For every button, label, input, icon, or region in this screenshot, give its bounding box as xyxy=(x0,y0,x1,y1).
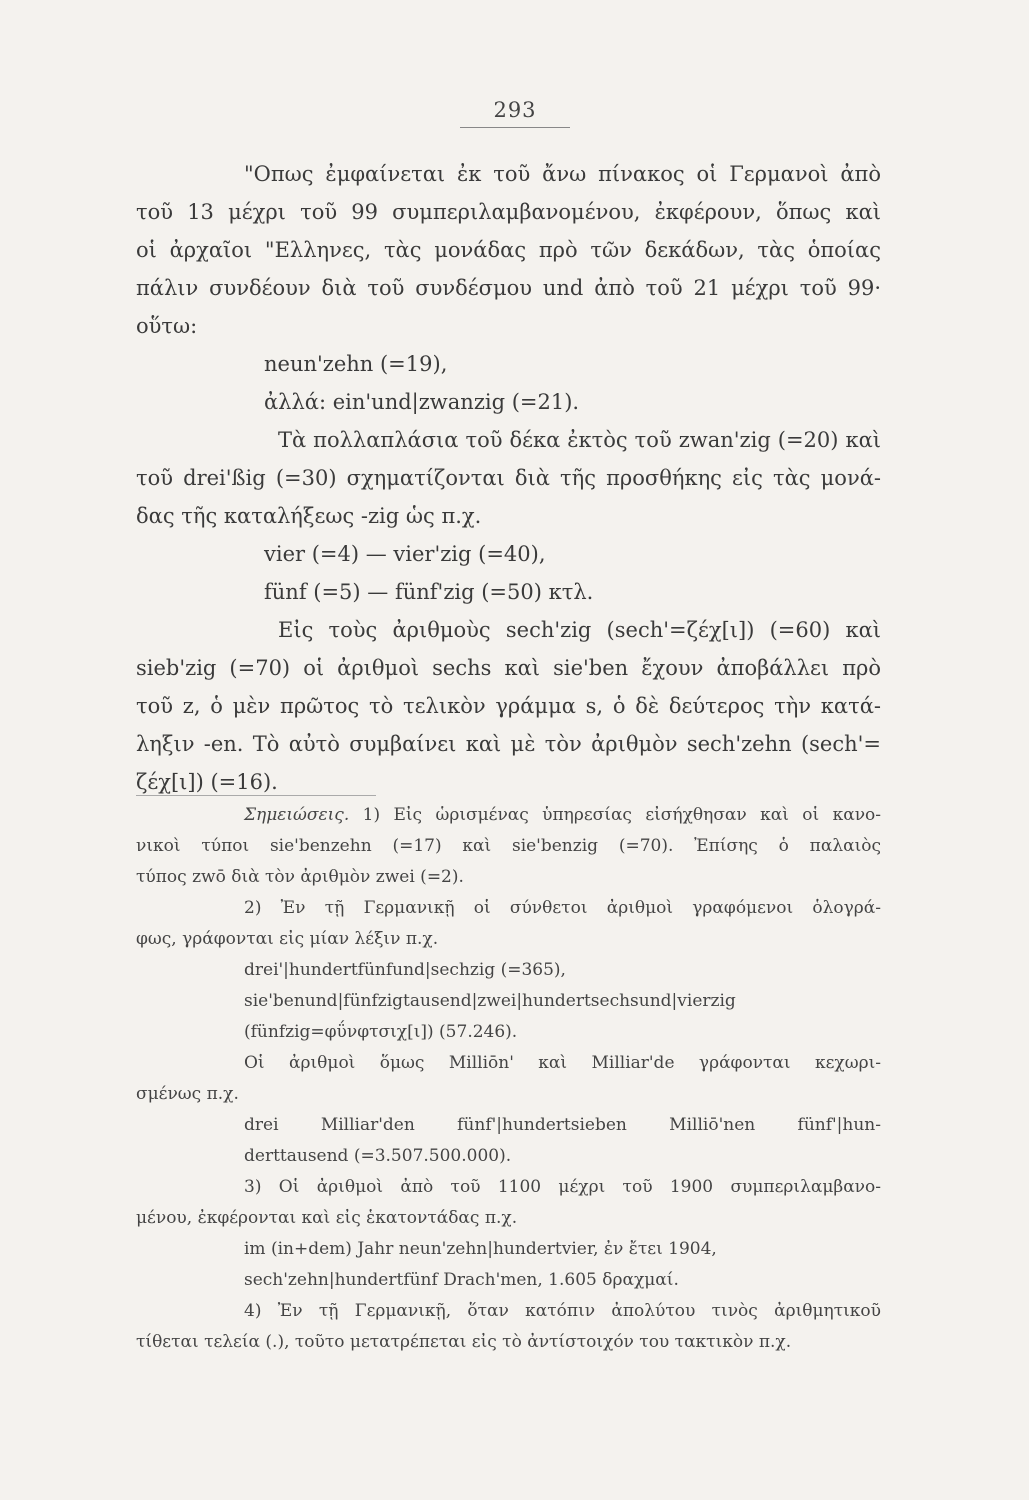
note-example-line: im (in+dem) Jahr neun'zehn|hundertvier, ἐν ἔτει 1904, xyxy=(244,1239,717,1259)
example-line: vier (=4) — vier'zig (=40), xyxy=(264,542,546,566)
note-line: Οἱ ἀριθμοὶ ὅμως Milliōn' καὶ Milliar'de γράφονται κεχωρι- xyxy=(244,1053,881,1073)
note-line: νικοὶ τύποι sie'benzehn (=17) καὶ sie'benzig (=70). Ἐπίσης ὁ παλαιὸς xyxy=(136,836,881,856)
text-line: sieb'zig (=70) οἱ ἀριθμοὶ sechs καὶ sie'ben ἔχουν ἀποβάλλει πρὸ xyxy=(136,656,881,680)
note-line: 4) Ἐν τῇ Γερμανικῇ, ὅταν κατόπιν ἀπολύτου τινὸς ἀριθμητικοῦ xyxy=(244,1301,881,1321)
notes-heading: Σημειώσεις. xyxy=(244,805,350,825)
note-line xyxy=(136,800,881,831)
text-line: ληξιν -en. Τὸ αὐτὸ συμβαίνει καὶ μὲ τὸν ἀριθμὸν sech'zehn (sech'= xyxy=(136,732,881,756)
text-line: τοῦ z, ὁ μὲν πρῶτος τὸ τελικὸν γράμμα s, ὁ δὲ δεύτερος τὴν κατά- xyxy=(136,694,881,718)
note-line: φως, γράφονται εἰς μίαν λέξιν π.χ. xyxy=(136,929,439,949)
page-number-rule xyxy=(460,127,570,128)
note-example-line: sie'benund|fünfzigtausend|zwei|hundertsechsund|vierzig xyxy=(244,991,736,1011)
page-number: 293 xyxy=(493,98,537,122)
text-line: τοῦ drei'ßig (=30) σχηματίζονται διὰ τῆς προσθήκης εἰς τὰς μονά- xyxy=(136,466,881,490)
text-line: "Οπως ἐμφαίνεται ἐκ τοῦ ἄνω πίνακος οἱ Γερμανοὶ ἀπὸ xyxy=(244,162,881,186)
text-line: Εἰς τοὺς ἀριθμοὺς sech'zig (sech'=ζέχ[ι]) (=60) καὶ xyxy=(278,618,881,642)
note-line: μένου, ἐκφέρονται καὶ εἰς ἑκατοντάδας π.χ. xyxy=(136,1208,518,1228)
example-line: ἀλλά: ein'und|zwanzig (=21). xyxy=(264,390,580,414)
note-example-line: (fünfzig=φΰνφτσιχ[ι]) (57.246). xyxy=(244,1022,518,1042)
note-line: σμένως π.χ. xyxy=(136,1084,239,1104)
text-line: τοῦ 13 μέχρι τοῦ 99 συμπεριλαμβανομένου, ἐκφέρουν, ὅπως καὶ xyxy=(136,200,881,224)
note-example-line: derttausend (=3.507.500.000). xyxy=(244,1146,512,1166)
text-line: Τὰ πολλαπλάσια τοῦ δέκα ἐκτὸς τοῦ zwan'zig (=20) καὶ xyxy=(278,428,881,452)
note-text: 1) Εἰς ὡρισμένας ὑπηρεσίας εἰσήχθησαν καὶ οἱ κανο- xyxy=(362,805,881,825)
text-line: δας τῆς καταλήξεως -zig ὡς π.χ. xyxy=(136,504,482,528)
example-line: fünf (=5) — fünf'zig (=50) κτλ. xyxy=(264,580,594,604)
note-example-line: drei'|hundertfünfund|sechzig (=365), xyxy=(244,960,566,980)
footnotes xyxy=(136,800,881,1358)
main-text xyxy=(136,155,881,801)
text-line: οἱ ἀρχαῖοι "Ελληνες, τὰς μονάδας πρὸ τῶν δεκάδων, τὰς ὁποίας xyxy=(136,238,881,262)
note-example-line: sech'zehn|hundertfünf Drach'men, 1.605 δραχμαί. xyxy=(244,1270,679,1290)
note-example-line: drei Milliar'den fünf'|hundertsieben Milliō'nen fünf'|hun- xyxy=(244,1115,881,1135)
footnote-rule xyxy=(136,795,376,796)
note-line: τύπος zwō διὰ τὸν ἀριθμὸν zwei (=2). xyxy=(136,867,464,887)
text-line: οὕτω: xyxy=(136,314,198,338)
text-line: ζέχ[ι]) (=16). xyxy=(136,770,278,794)
note-line: 2) Ἐν τῇ Γερμανικῇ οἱ σύνθετοι ἀριθμοὶ γραφόμενοι ὁλογρά- xyxy=(244,898,881,918)
text-line: πάλιν συνδέουν διὰ τοῦ συνδέσμου und ἀπὸ τοῦ 21 μέχρι τοῦ 99· xyxy=(136,276,881,300)
note-line: τίθεται τελεία (.), τοῦτο μετατρέπεται εἰς τὸ ἀντίστοιχόν του τακτικὸν π.χ. xyxy=(136,1332,792,1352)
example-line: neun'zehn (=19), xyxy=(264,352,448,376)
note-line: 3) Οἱ ἀριθμοὶ ἀπὸ τοῦ 1100 μέχρι τοῦ 1900 συμπεριλαμβανο- xyxy=(244,1177,881,1197)
